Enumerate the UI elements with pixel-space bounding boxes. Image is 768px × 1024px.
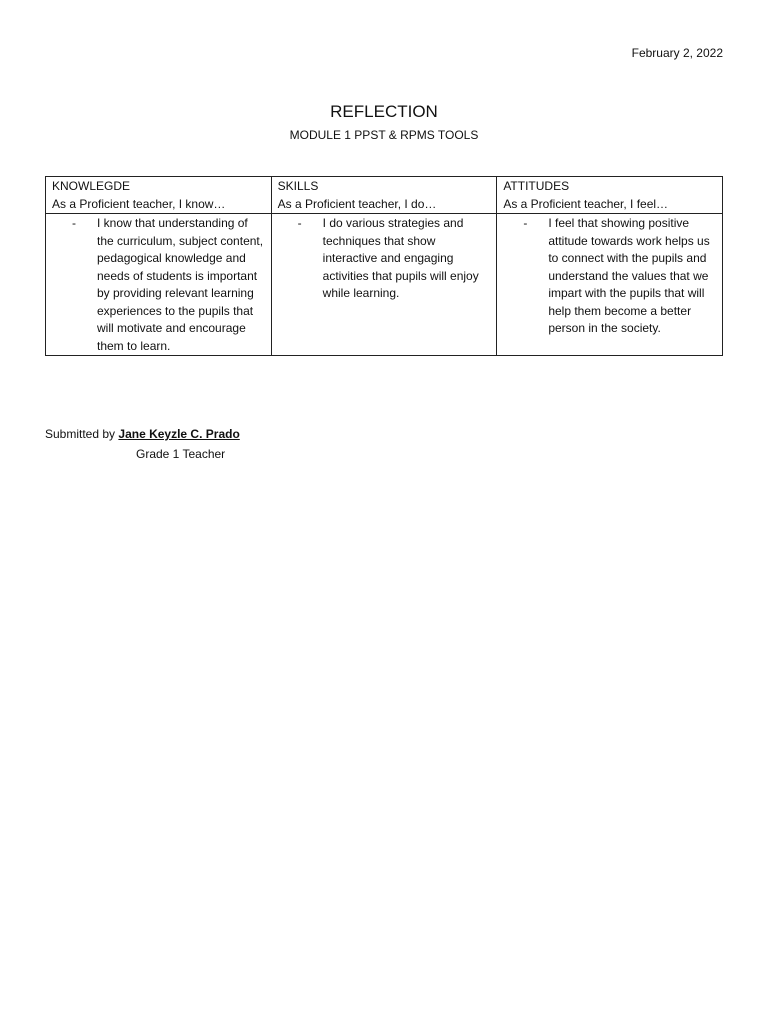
column-header-subtitle: As a Proficient teacher, I do… [277,196,437,211]
column-header-title: ATTITUDES [503,179,570,193]
dash-bullet: - [523,216,528,230]
column-header-knowledge [46,177,272,214]
column-header-title: SKILLS [277,179,319,193]
column-header-title: KNOWLEGDE [52,179,131,193]
submitted-by-label: Submitted by [45,427,116,441]
dash-bullet: - [297,216,302,230]
table-header-row [46,177,723,214]
column-header-attitudes [497,177,723,214]
skills-cell [271,214,497,356]
knowledge-text: I know that understanding of the curriculum, subject content, pedagogical knowledge and needs of students is important by providing relevant learning experiences to the pupils that will motivate and encourage them to learn. [97,216,264,353]
column-header-subtitle: As a Proficient teacher, I feel… [503,196,669,211]
attitudes-cell [497,214,723,356]
attitudes-text: I feel that showing positive attitude towards work helps us to connect with the pupils and understand the values that we impart with the pupils that will help them become a better person in the society. [548,216,710,335]
skills-text: I do various strategies and techniques that show interactive and engaging activities that pupils will enjoy while learning. [322,216,479,300]
table-row [46,214,723,356]
submitter-name: Jane Keyzle C. Prado [118,427,240,441]
dash-bullet: - [72,216,76,230]
list-item [52,215,265,355]
document-subtitle: MODULE 1 PPST & RPMS TOOLS [289,128,479,142]
list-item [278,215,491,303]
document-title: REFLECTION [330,102,438,121]
knowledge-cell [46,214,272,356]
submitted-by-line [45,427,240,441]
column-header-subtitle: As a Proficient teacher, I know… [52,196,226,211]
reflection-table [45,176,723,356]
document-date: February 2, 2022 [631,46,723,60]
column-header-skills [271,177,497,214]
list-item [503,215,716,338]
submitter-role: Grade 1 Teacher [136,447,226,461]
